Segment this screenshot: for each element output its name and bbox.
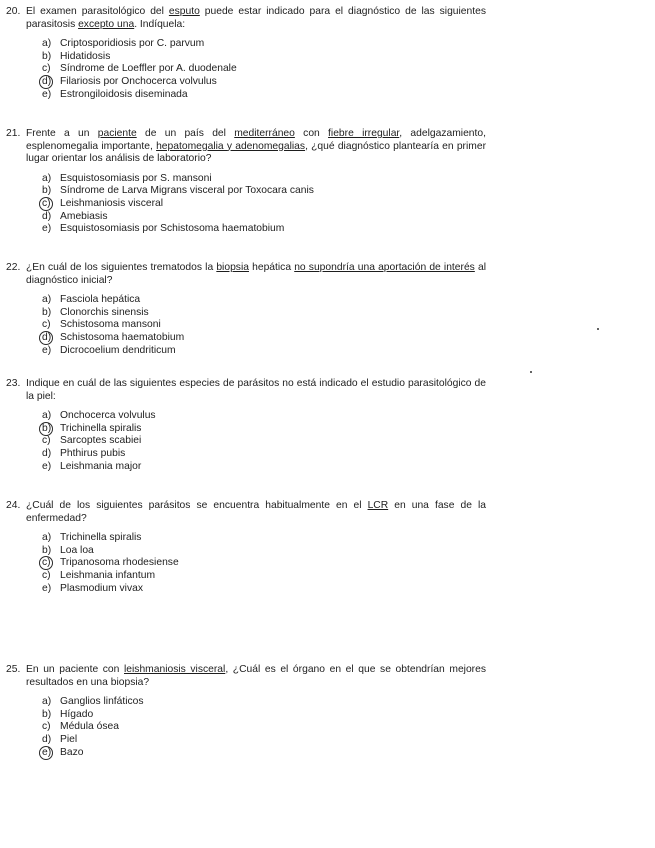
option-text: Leishmania major — [60, 460, 142, 472]
circled-option-letter: b) — [42, 423, 60, 436]
question-text-part: . Indíquela: — [134, 18, 186, 30]
answer-option — [42, 532, 486, 545]
scan-speck — [530, 371, 532, 373]
underlined-text: leishmaniosis visceral — [124, 664, 226, 675]
option-text: Schistosoma haematobium — [60, 331, 185, 343]
question-text — [26, 6, 486, 31]
question-text-part: ¿En cuál de los siguientes trematodos la — [26, 262, 217, 273]
question-21 — [6, 128, 486, 236]
question-text-part: ¿Cuál de los siguientes parásitos se encuentra habitualmente en el — [26, 500, 368, 511]
question-text-part: hepática — [248, 262, 295, 273]
question-25 — [6, 664, 486, 759]
option-letter: d) — [42, 447, 52, 459]
option-text: Hígado — [60, 708, 94, 720]
answer-option — [42, 294, 486, 307]
answer-option — [42, 185, 486, 198]
answer-option — [42, 545, 486, 558]
option-text: Bazo — [60, 746, 84, 758]
answer-option — [42, 410, 486, 423]
option-text: Hidatidosis — [60, 50, 111, 62]
underlined-text: no supondría una aportación de interés — [294, 262, 475, 273]
question-text — [26, 378, 486, 403]
question-header — [6, 664, 486, 689]
answer-option — [42, 696, 486, 709]
answer-option — [42, 173, 486, 186]
question-text-part: Indique en cuál de las siguientes especies de parásitos no está indicado el estudio parasitológico de la piel: — [26, 378, 486, 402]
option-letter: c) — [42, 435, 51, 447]
answer-option — [42, 734, 486, 747]
circled-option-letter: d) — [42, 76, 60, 89]
option-text: Phthirus pubis — [60, 447, 126, 459]
question-text-part: al diagnóstico inicial? — [26, 262, 486, 286]
option-text: Ganglios linfáticos — [60, 696, 144, 708]
question-text-part: , ¿Cuál es el órgano en el que se obtendrían mejores resultados en una biopsia? — [26, 664, 486, 688]
question-number: 24. — [6, 500, 21, 511]
option-text: Clonorchis sinensis — [60, 306, 149, 318]
option-letter: c) — [42, 569, 51, 581]
answer-option — [42, 570, 486, 583]
option-text: Dicrocoelium dendriticum — [60, 344, 176, 356]
option-letter: a) — [42, 696, 52, 708]
scan-speck — [597, 328, 599, 330]
question-text — [26, 664, 486, 689]
option-letter: d) — [42, 733, 52, 745]
option-letter: b) — [42, 306, 52, 318]
question-text-part: El examen parasitológico del — [26, 6, 169, 17]
answer-option — [42, 747, 486, 760]
option-text: Piel — [60, 733, 78, 745]
answer-option — [42, 38, 486, 51]
option-text: Sarcoptes scabiei — [60, 435, 142, 447]
option-letter: e) — [42, 223, 52, 235]
option-letter: b) — [42, 50, 52, 62]
underlined-text: mediterráneo — [234, 128, 295, 139]
option-letter: c) — [42, 319, 51, 331]
underlined-text: excepto una — [78, 18, 135, 30]
option-letter: b) — [42, 708, 52, 720]
option-text: Síndrome de Larva Migrans visceral por Toxocara canis — [60, 185, 314, 197]
question-22 — [6, 262, 486, 357]
answer-option — [42, 63, 486, 76]
option-letter: c) — [42, 63, 51, 75]
answer-option — [42, 307, 486, 320]
question-number: 23. — [6, 378, 21, 389]
option-letter: b) — [42, 544, 52, 556]
answer-option — [42, 709, 486, 722]
option-letter: b) — [42, 185, 52, 197]
underlined-text: paciente — [97, 128, 137, 139]
option-letter: c) — [42, 721, 51, 733]
question-text-part: de un país del — [136, 128, 235, 139]
answer-options — [6, 696, 486, 759]
option-letter: a) — [42, 410, 52, 422]
option-letter: e) — [42, 344, 52, 356]
circled-option-letter: c) — [42, 198, 60, 211]
answer-option — [42, 448, 486, 461]
option-text: Schistosoma mansoni — [60, 319, 161, 331]
circled-option-letter: d) — [42, 332, 60, 345]
question-text-part: en una fase de la enfermedad? — [26, 500, 486, 524]
option-letter: a) — [42, 38, 52, 50]
answer-options — [6, 410, 486, 473]
option-text: Leishmaniosis visceral — [60, 197, 164, 209]
option-letter: e) — [42, 88, 52, 100]
underlined-text: fiebre irregular — [328, 128, 400, 139]
answer-option — [42, 211, 486, 224]
option-text: Esquistosomiasis por Schistosoma haematobium — [60, 223, 285, 235]
question-text-part: puede estar indicado para el diagnóstico de las siguientes parasitosis — [26, 6, 486, 30]
question-text-part: , ¿qué diagnóstico plantearía en primer lugar orientar los análisis de laboratorio? — [26, 140, 486, 165]
option-text: Fasciola hepática — [60, 294, 141, 306]
circled-option-letter: e) — [42, 747, 60, 760]
question-header — [6, 500, 486, 525]
option-text: Esquistosomiasis por S. mansoni — [60, 172, 212, 184]
option-text: Síndrome de Loeffler por A. duodenale — [60, 63, 237, 75]
answer-option — [42, 198, 486, 211]
underlined-text: hepatomegalia y adenomegalias — [156, 140, 306, 152]
answer-option — [42, 583, 486, 596]
question-text — [26, 262, 486, 287]
question-number: 20. — [6, 6, 21, 17]
option-text: Trichinella spiralis — [60, 532, 142, 544]
option-letter: e) — [42, 582, 52, 594]
answer-options — [6, 294, 486, 357]
question-text-part: Frente a un — [26, 128, 98, 139]
option-text: Plasmodium vivax — [60, 582, 143, 594]
question-text-part: , adelgazamiento, esplenomegalia importante, — [26, 128, 486, 152]
answer-option — [42, 332, 486, 345]
underlined-text: esputo — [168, 6, 200, 17]
answer-option — [42, 345, 486, 358]
option-text: Trichinella spiralis — [60, 422, 142, 434]
question-text — [26, 500, 486, 525]
question-header — [6, 6, 486, 31]
answer-option — [42, 557, 486, 570]
answer-option — [42, 461, 486, 474]
question-header — [6, 262, 486, 287]
question-20 — [6, 6, 486, 101]
answer-option — [42, 89, 486, 102]
option-letter: a) — [42, 172, 52, 184]
question-number: 21. — [6, 128, 21, 139]
option-letter: e) — [42, 460, 52, 472]
question-header — [6, 378, 486, 403]
answer-option — [42, 721, 486, 734]
option-letter: d) — [42, 210, 52, 222]
underlined-text: biopsia — [216, 262, 249, 273]
option-text: Médula ósea — [60, 721, 119, 733]
answer-option — [42, 435, 486, 448]
question-text — [26, 128, 486, 166]
answer-options — [6, 532, 486, 595]
question-number: 22. — [6, 262, 21, 273]
question-24 — [6, 500, 486, 595]
answer-option — [42, 51, 486, 64]
underlined-text: LCR — [367, 500, 389, 511]
option-text: Estrongiloidosis diseminada — [60, 88, 188, 100]
option-text: Leishmania infantum — [60, 569, 156, 581]
option-text: Loa loa — [60, 544, 94, 556]
question-text-part: En un paciente con — [26, 664, 124, 675]
question-number: 25. — [6, 664, 21, 675]
option-letter: a) — [42, 294, 52, 306]
circled-option-letter: c) — [42, 557, 60, 570]
answer-option — [42, 223, 486, 236]
answer-option — [42, 76, 486, 89]
answer-option — [42, 423, 486, 436]
option-text: Tripanosoma rhodesiense — [60, 557, 179, 569]
option-letter: a) — [42, 532, 52, 544]
question-header — [6, 128, 486, 166]
option-text: Criptosporidiosis por C. parvum — [60, 38, 205, 50]
answer-option — [42, 319, 486, 332]
answer-options — [6, 173, 486, 236]
option-text: Amebiasis — [60, 210, 108, 222]
question-text-part: con — [294, 128, 329, 139]
question-23 — [6, 378, 486, 473]
option-text: Onchocerca volvulus — [60, 410, 156, 422]
option-text: Filariosis por Onchocerca volvulus — [60, 75, 217, 87]
answer-options — [6, 38, 486, 101]
